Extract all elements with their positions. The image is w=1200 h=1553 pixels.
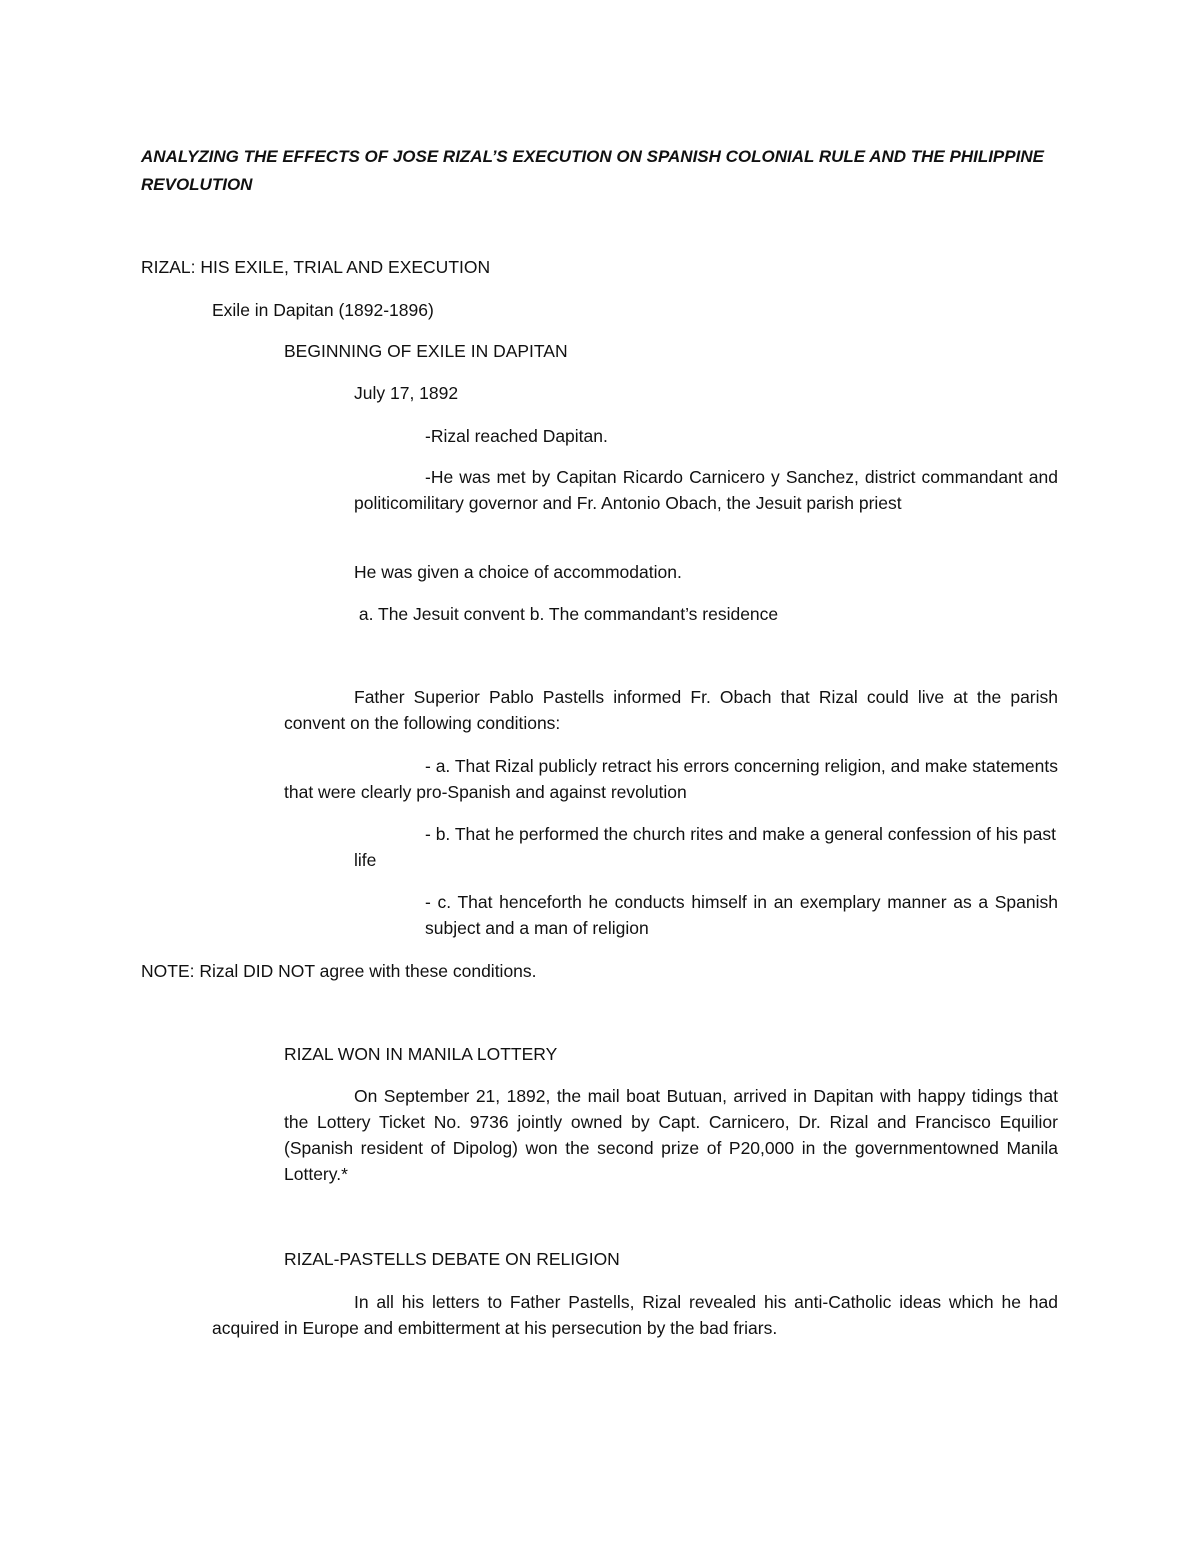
condition-b: - b. That he performed the church rites and make a general confession of his past life <box>354 824 1056 870</box>
conditions-intro: Father Superior Pablo Pastells informed Fr. Obach that Rizal could live at the parish convent on the following conditions: <box>284 687 1058 733</box>
exile-date: July 17, 1892 <box>354 383 459 403</box>
condition-a: - a. That Rizal publicly retract his errors concerning religion, and make statements that were clearly pro-Spanish and against revolution <box>284 756 1058 802</box>
section-heading: RIZAL: HIS EXILE, TRIAL AND EXECUTION <box>141 257 491 277</box>
met-paragraph: -He was met by Capitan Ricardo Carnicero y Sanchez, district commandant and politicomilitary governor and Fr. Antonio Obach, the Jesuit parish priest <box>354 467 1058 513</box>
accommodation-choice: He was given a choice of accommodation. <box>354 562 682 582</box>
rizal-reached-text: -Rizal reached Dapitan. <box>425 426 608 446</box>
accommodation-options: a. The Jesuit convent b. The commandant’s residence <box>354 604 779 624</box>
beginning-heading: BEGINNING OF EXILE IN DAPITAN <box>284 341 568 361</box>
document-title: ANALYZING THE EFFECTS OF JOSE RIZAL’S EXECUTION ON SPANISH COLONIAL RULE AND THE PHILIPPINE REVOLUTION <box>141 147 1044 194</box>
lottery-paragraph: On September 21, 1892, the mail boat Butuan, arrived in Dapitan with happy tidings that the Lottery Ticket No. 9736 jointly owned by Capt. Carnicero, Dr. Rizal and Francisco Equilior (Spanish resident of Dipolog) won the second prize of P20,000 in the governmentowned Manila Lottery.* <box>284 1086 1058 1184</box>
debate-paragraph: In all his letters to Father Pastells, Rizal revealed his anti-Catholic ideas which he had acquired in Europe and embitterment at his persecution by the bad friars. <box>212 1292 1058 1338</box>
conditions-note: NOTE: Rizal DID NOT agree with these conditions. <box>141 961 537 981</box>
subsection-heading: Exile in Dapitan (1892-1896) <box>212 300 434 320</box>
lottery-heading: RIZAL WON IN MANILA LOTTERY <box>284 1044 558 1064</box>
debate-heading: RIZAL-PASTELLS DEBATE ON RELIGION <box>284 1249 620 1269</box>
condition-c: - c. That henceforth he conducts himself in an exemplary manner as a Spanish subject and a man of religion <box>425 892 1058 938</box>
